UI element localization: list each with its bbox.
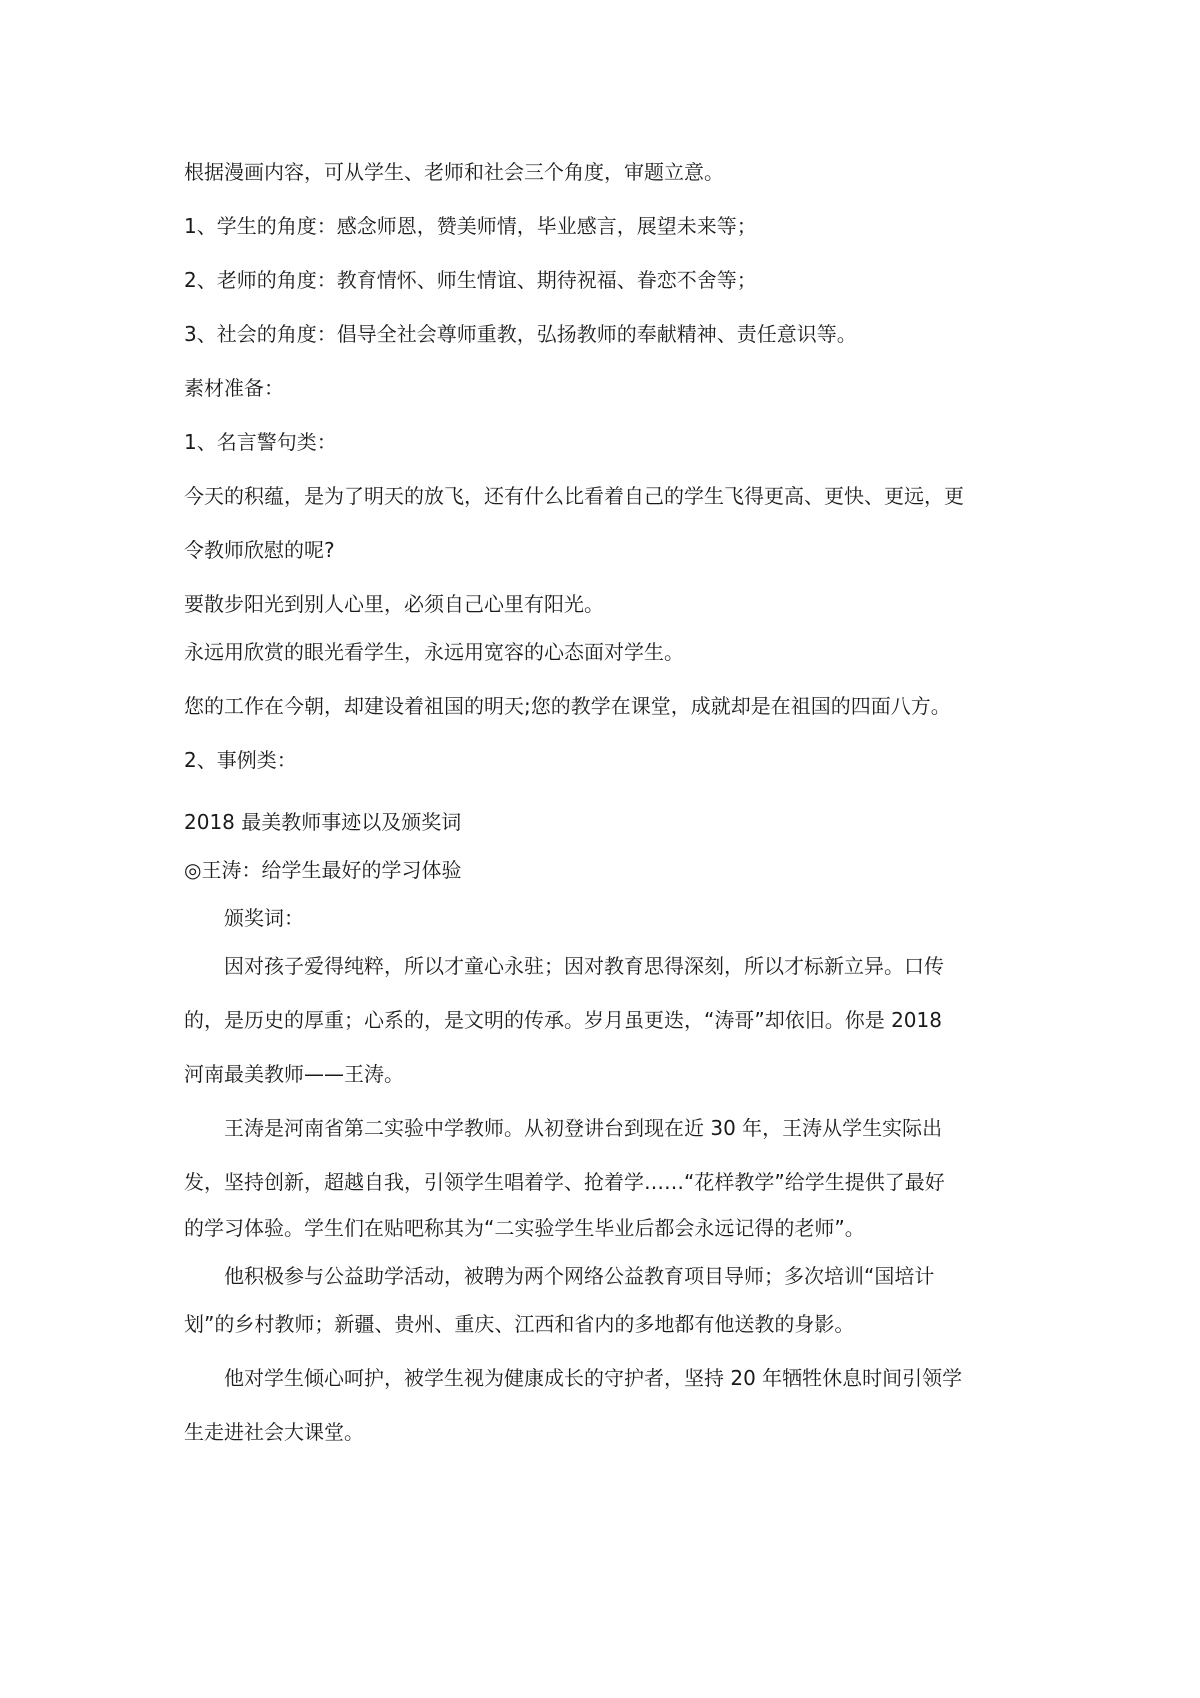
intro-paragraph: 根据漫画内容，可从学生、老师和社会三个角度，审题立意。 [184,160,724,184]
student-angle-item: 1、学生的角度：感念师恩，赞美师情，毕业感言，展望未来等； [184,214,757,238]
body-line: 他对学生倾心呵护，被学生视为健康成长的守护者，坚持 20 年牺牲休息时间引领学 [224,1366,963,1390]
body-line: 因对孩子爱得纯粹，所以才童心永驻；因对教育思得深刻，所以才标新立异。口传 [224,954,944,978]
quote-line: 今天的积蕴，是为了明天的放飞，还有什么比看着自己的学生飞得更高、更快、更远，更 [184,484,964,508]
materials-heading: 素材准备： [184,376,284,400]
society-angle-item: 3、社会的角度：倡导全社会尊师重教，弘扬教师的奉献精神、责任意识等。 [184,322,857,346]
body-line: 发，坚持创新，超越自我，引领学生唱着学、抢着学……“花样教学”给学生提供了最好 [184,1170,945,1194]
body-line: 划”的乡村教师；新疆、贵州、重庆、江西和省内的多地都有他送教的身影。 [184,1312,855,1336]
quotes-heading: 1、名言警句类： [184,430,337,454]
quote-line: 您的工作在今朝，却建设着祖国的明天;您的教学在课堂，成就却是在祖国的四面八方。 [184,694,951,718]
body-line: 生走进社会大课堂。 [184,1420,364,1444]
quote-line: 要散步阳光到别人心里，必须自己心里有阳光。 [184,592,604,616]
teacher-angle-item: 2、老师的角度：教育情怀、师生情谊、期待祝福、眷恋不舍等； [184,268,757,292]
body-line: 王涛是河南省第二实验中学教师。从初登讲台到现在近 30 年，王涛从学生实际出 [224,1116,943,1140]
teacher-entry-title: ◎王涛：给学生最好的学习体验 [184,858,462,882]
body-line: 他积极参与公益助学活动，被聘为两个网络公益教育项目导师；多次培训“国培计 [224,1264,935,1288]
body-line: 的学习体验。学生们在贴吧称其为“二实验学生毕业后都会永远记得的老师”。 [184,1216,865,1240]
award-words-label: 颁奖词： [224,906,304,930]
body-line: 河南最美教师——王涛。 [184,1062,404,1086]
award-section-title: 2018 最美教师事迹以及颁奖词 [184,810,462,834]
quote-line: 令教师欣慰的呢? [184,538,335,562]
examples-heading: 2、事例类： [184,748,297,772]
quote-line: 永远用欣赏的眼光看学生，永远用宽容的心态面对学生。 [184,640,684,664]
body-line: 的，是历史的厚重；心系的，是文明的传承。岁月虽更迭，“涛哥”却依旧。你是 2018 [184,1008,942,1032]
